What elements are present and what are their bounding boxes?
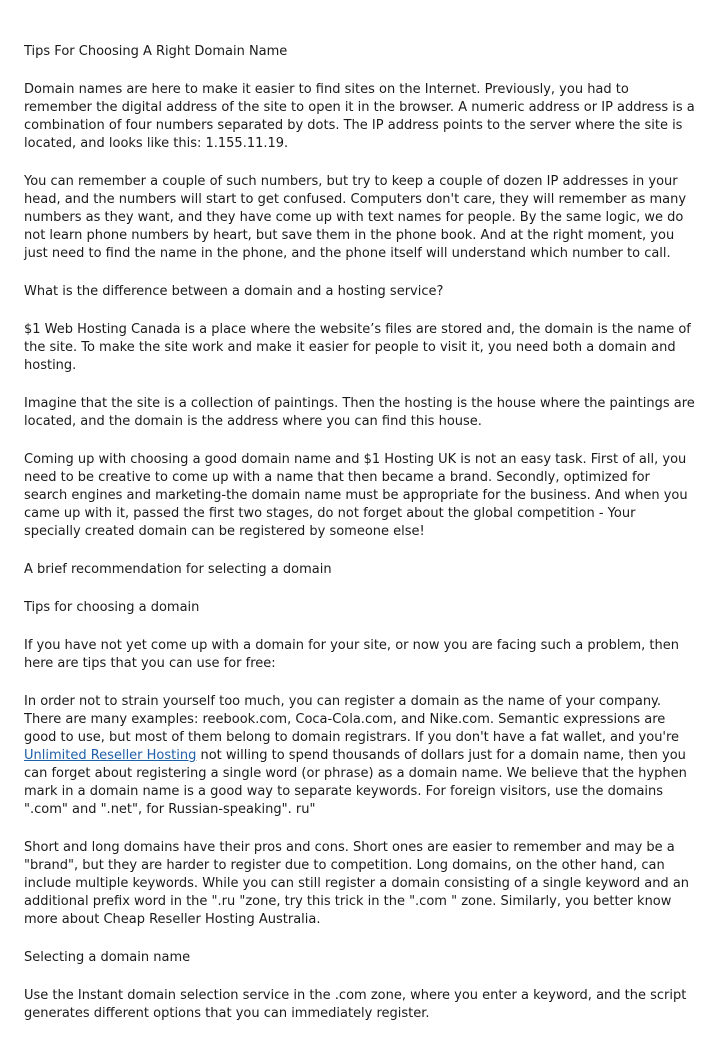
paragraph-remember-numbers: You can remember a couple of such numbers, but try to keep a couple of dozen IP addresses in your head, and the numbers will start to get confused. Computers don't care, they will remember as many numbers as they want, and they have come up with text names for people. By the same logic, we do not learn phone numbers by heart, but save them in the phone book. And at the right moment, you just need to find the name in the phone, and the phone itself will understand which number to call.: [24, 174, 687, 261]
heading-tips-choosing: Tips for choosing a domain: [24, 600, 200, 615]
heading-domain-vs-hosting: What is the difference between a domain and a hosting service?: [24, 284, 444, 299]
paragraph-instant-selection: Use the Instant domain selection service in the .com zone, where you enter a keyword, and the script generates different options that you can immediately register.: [24, 988, 687, 1021]
paragraph-free-tips: If you have not yet come up with a domain for your site, or now you are facing such a problem, then here are tips that you can use for free:: [24, 638, 679, 671]
unlimited-reseller-hosting-link[interactable]: Unlimited Reseller Hosting: [24, 748, 197, 763]
paragraph-choosing-name: Coming up with choosing a good domain name and $1 Hosting UK is not an easy task. First of all, you need to be creative to come up with a name that then became a brand. Secondly, optimized for search engines and marketing-the domain name must be appropriate for the business. And when you came up with it, passed the first two stages, do not forget about the global competition - Your specially created domain can be registered by someone else!: [24, 452, 688, 539]
heading-selecting-domain: Selecting a domain name: [24, 950, 191, 965]
paragraph-short-long-domains: Short and long domains have their pros and cons. Short ones are easier to remember and may be a "brand", but they are harder to register due to competition. Long domains, on the other hand, can include multiple keywords. While you can still register a domain consisting of a single keyword and an additional prefix word in the ".ru "zone, try this trick in the ".com " zone. Similarly, you better know more about Cheap Reseller Hosting Australia.: [24, 840, 690, 927]
paragraph-hosting-definition: $1 Web Hosting Canada is a place where the website’s files are stored and, the domain is the name of the site. To make the site work and make it easier for people to visit it, you need both a domain and hosting.: [24, 322, 691, 373]
document-body: [24, 43, 696, 1043]
paragraph-company-name-end: not willing to spend thousands of dollars just for a domain name, then you can forget about registering a single word (or phrase) as a domain name. We believe that the hyphen mark in a domain name is a good way to separate keywords. For foreign visitors, use the domains ".com" and ".net", for Russian-speaking". ru": [24, 748, 687, 817]
paragraph-company-name-start: In order not to strain yourself too much, you can register a domain as the name of your company. There are many examples: reebook.com, Coca-Cola.com, and Nike.com. Semantic expressions are good to use, but most of them belong to domain registrars. If you don't have a fat wallet, and you're: [24, 694, 680, 745]
paragraph-paintings-analogy: Imagine that the site is a collection of paintings. Then the hosting is the house where the paintings are located, and the domain is the address where you can find this house.: [24, 396, 695, 429]
heading-brief-recommendation: A brief recommendation for selecting a domain: [24, 562, 332, 577]
document-title: Tips For Choosing A Right Domain Name: [24, 44, 288, 59]
paragraph-ip-address: Domain names are here to make it easier to find sites on the Internet. Previously, you had to remember the digital address of the site to open it in the browser. A numeric address or IP address is a combination of four numbers separated by dots. The IP address points to the server where the site is located, and looks like this: 1.155.11.19.: [24, 82, 695, 151]
paragraph-company-name: [24, 693, 696, 819]
